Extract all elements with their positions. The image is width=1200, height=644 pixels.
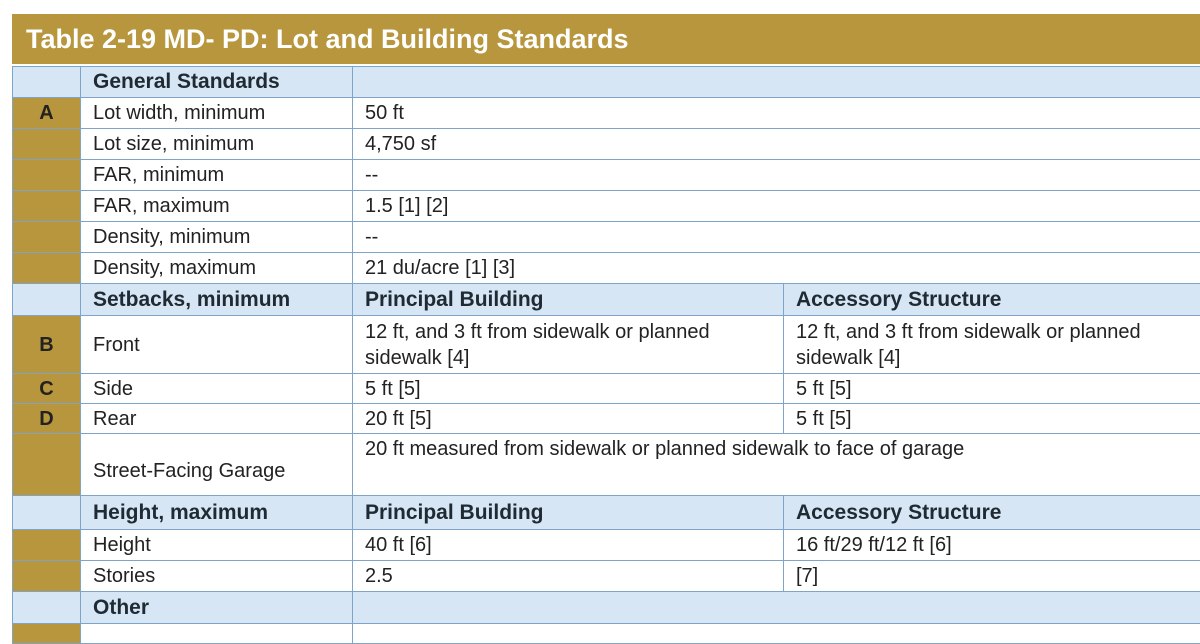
table-row — [13, 160, 1200, 191]
row-label: FAR, maximum — [81, 191, 353, 222]
table-row — [13, 561, 1200, 592]
key-cell — [13, 624, 81, 644]
section-header-other: Other — [81, 592, 353, 624]
row-value-principal: 20 ft [5] — [353, 404, 784, 434]
table-row — [13, 253, 1200, 284]
row-value: 21 du/acre [1] [3] — [353, 253, 1200, 284]
key-cell — [13, 129, 81, 160]
key-cell — [13, 222, 81, 253]
table-row — [13, 374, 1200, 404]
key-cell — [13, 530, 81, 561]
row-label: Height — [81, 530, 353, 561]
section-header-height: Height, maximum — [81, 496, 353, 530]
row-label: Density, minimum — [81, 222, 353, 253]
col-header-principal: Principal Building — [353, 496, 784, 530]
row-label: Rear — [81, 404, 353, 434]
key-cell — [13, 496, 81, 530]
row-label: Density, maximum — [81, 253, 353, 284]
section-header-general: General Standards — [81, 67, 353, 98]
key-cell — [13, 253, 81, 284]
row-value: -- — [353, 222, 1200, 253]
section-header-setbacks: Setbacks, minimum — [81, 284, 353, 316]
row-value: -- — [353, 160, 1200, 191]
key-cell — [13, 191, 81, 222]
standards-table — [12, 66, 1200, 644]
row-value-accessory: [7] — [784, 561, 1200, 592]
top-rule — [0, 0, 1200, 8]
col-header-principal: Principal Building — [353, 284, 784, 316]
col-header-accessory: Accessory Structure — [784, 284, 1200, 316]
row-value-principal: 5 ft [5] — [353, 374, 784, 404]
row-label: Street-Facing Garage — [81, 434, 353, 496]
key-cell — [13, 160, 81, 191]
row-value: 1.5 [1] [2] — [353, 191, 1200, 222]
row-label: FAR, minimum — [81, 160, 353, 191]
row-value-principal: 2.5 — [353, 561, 784, 592]
key-cell — [13, 434, 81, 496]
table-row — [13, 98, 1200, 129]
key-cell: D — [13, 404, 81, 434]
row-label: Stories — [81, 561, 353, 592]
section-setbacks — [13, 284, 1200, 316]
row-value-accessory: 16 ft/29 ft/12 ft [6] — [784, 530, 1200, 561]
key-cell: A — [13, 98, 81, 129]
section-other — [13, 592, 1200, 624]
key-cell — [13, 67, 81, 98]
key-cell: C — [13, 374, 81, 404]
col-header-accessory: Accessory Structure — [784, 496, 1200, 530]
table-row — [13, 404, 1200, 434]
table-row-garage — [13, 434, 1200, 496]
row-value-accessory: 12 ft, and 3 ft from sidewalk or planned sidewalk [4] — [784, 316, 1200, 374]
row-label: Lot size, minimum — [81, 129, 353, 160]
table-row — [13, 129, 1200, 160]
row-value-accessory: 5 ft [5] — [784, 404, 1200, 434]
row-label: Front — [81, 316, 353, 374]
table-row-cut — [13, 624, 1200, 644]
row-value: 4,750 sf — [353, 129, 1200, 160]
section-general — [13, 67, 1200, 98]
key-cell — [13, 284, 81, 316]
row-value-principal: 12 ft, and 3 ft from sidewalk or planned sidewalk [4] — [353, 316, 784, 374]
key-cell — [13, 561, 81, 592]
row-value: 20 ft measured from sidewalk or planned sidewalk to face of garage — [353, 434, 1200, 496]
row-label: Side — [81, 374, 353, 404]
table-row — [13, 191, 1200, 222]
row-value: 50 ft — [353, 98, 1200, 129]
section-height — [13, 496, 1200, 530]
table-row — [13, 316, 1200, 374]
table-row — [13, 222, 1200, 253]
key-cell: B — [13, 316, 81, 374]
table-title: Table 2-19 MD- PD: Lot and Building Standards — [12, 14, 1200, 64]
row-value-principal: 40 ft [6] — [353, 530, 784, 561]
table-row — [13, 530, 1200, 561]
key-cell — [13, 592, 81, 624]
row-label: Lot width, minimum — [81, 98, 353, 129]
row-value-accessory: 5 ft [5] — [784, 374, 1200, 404]
